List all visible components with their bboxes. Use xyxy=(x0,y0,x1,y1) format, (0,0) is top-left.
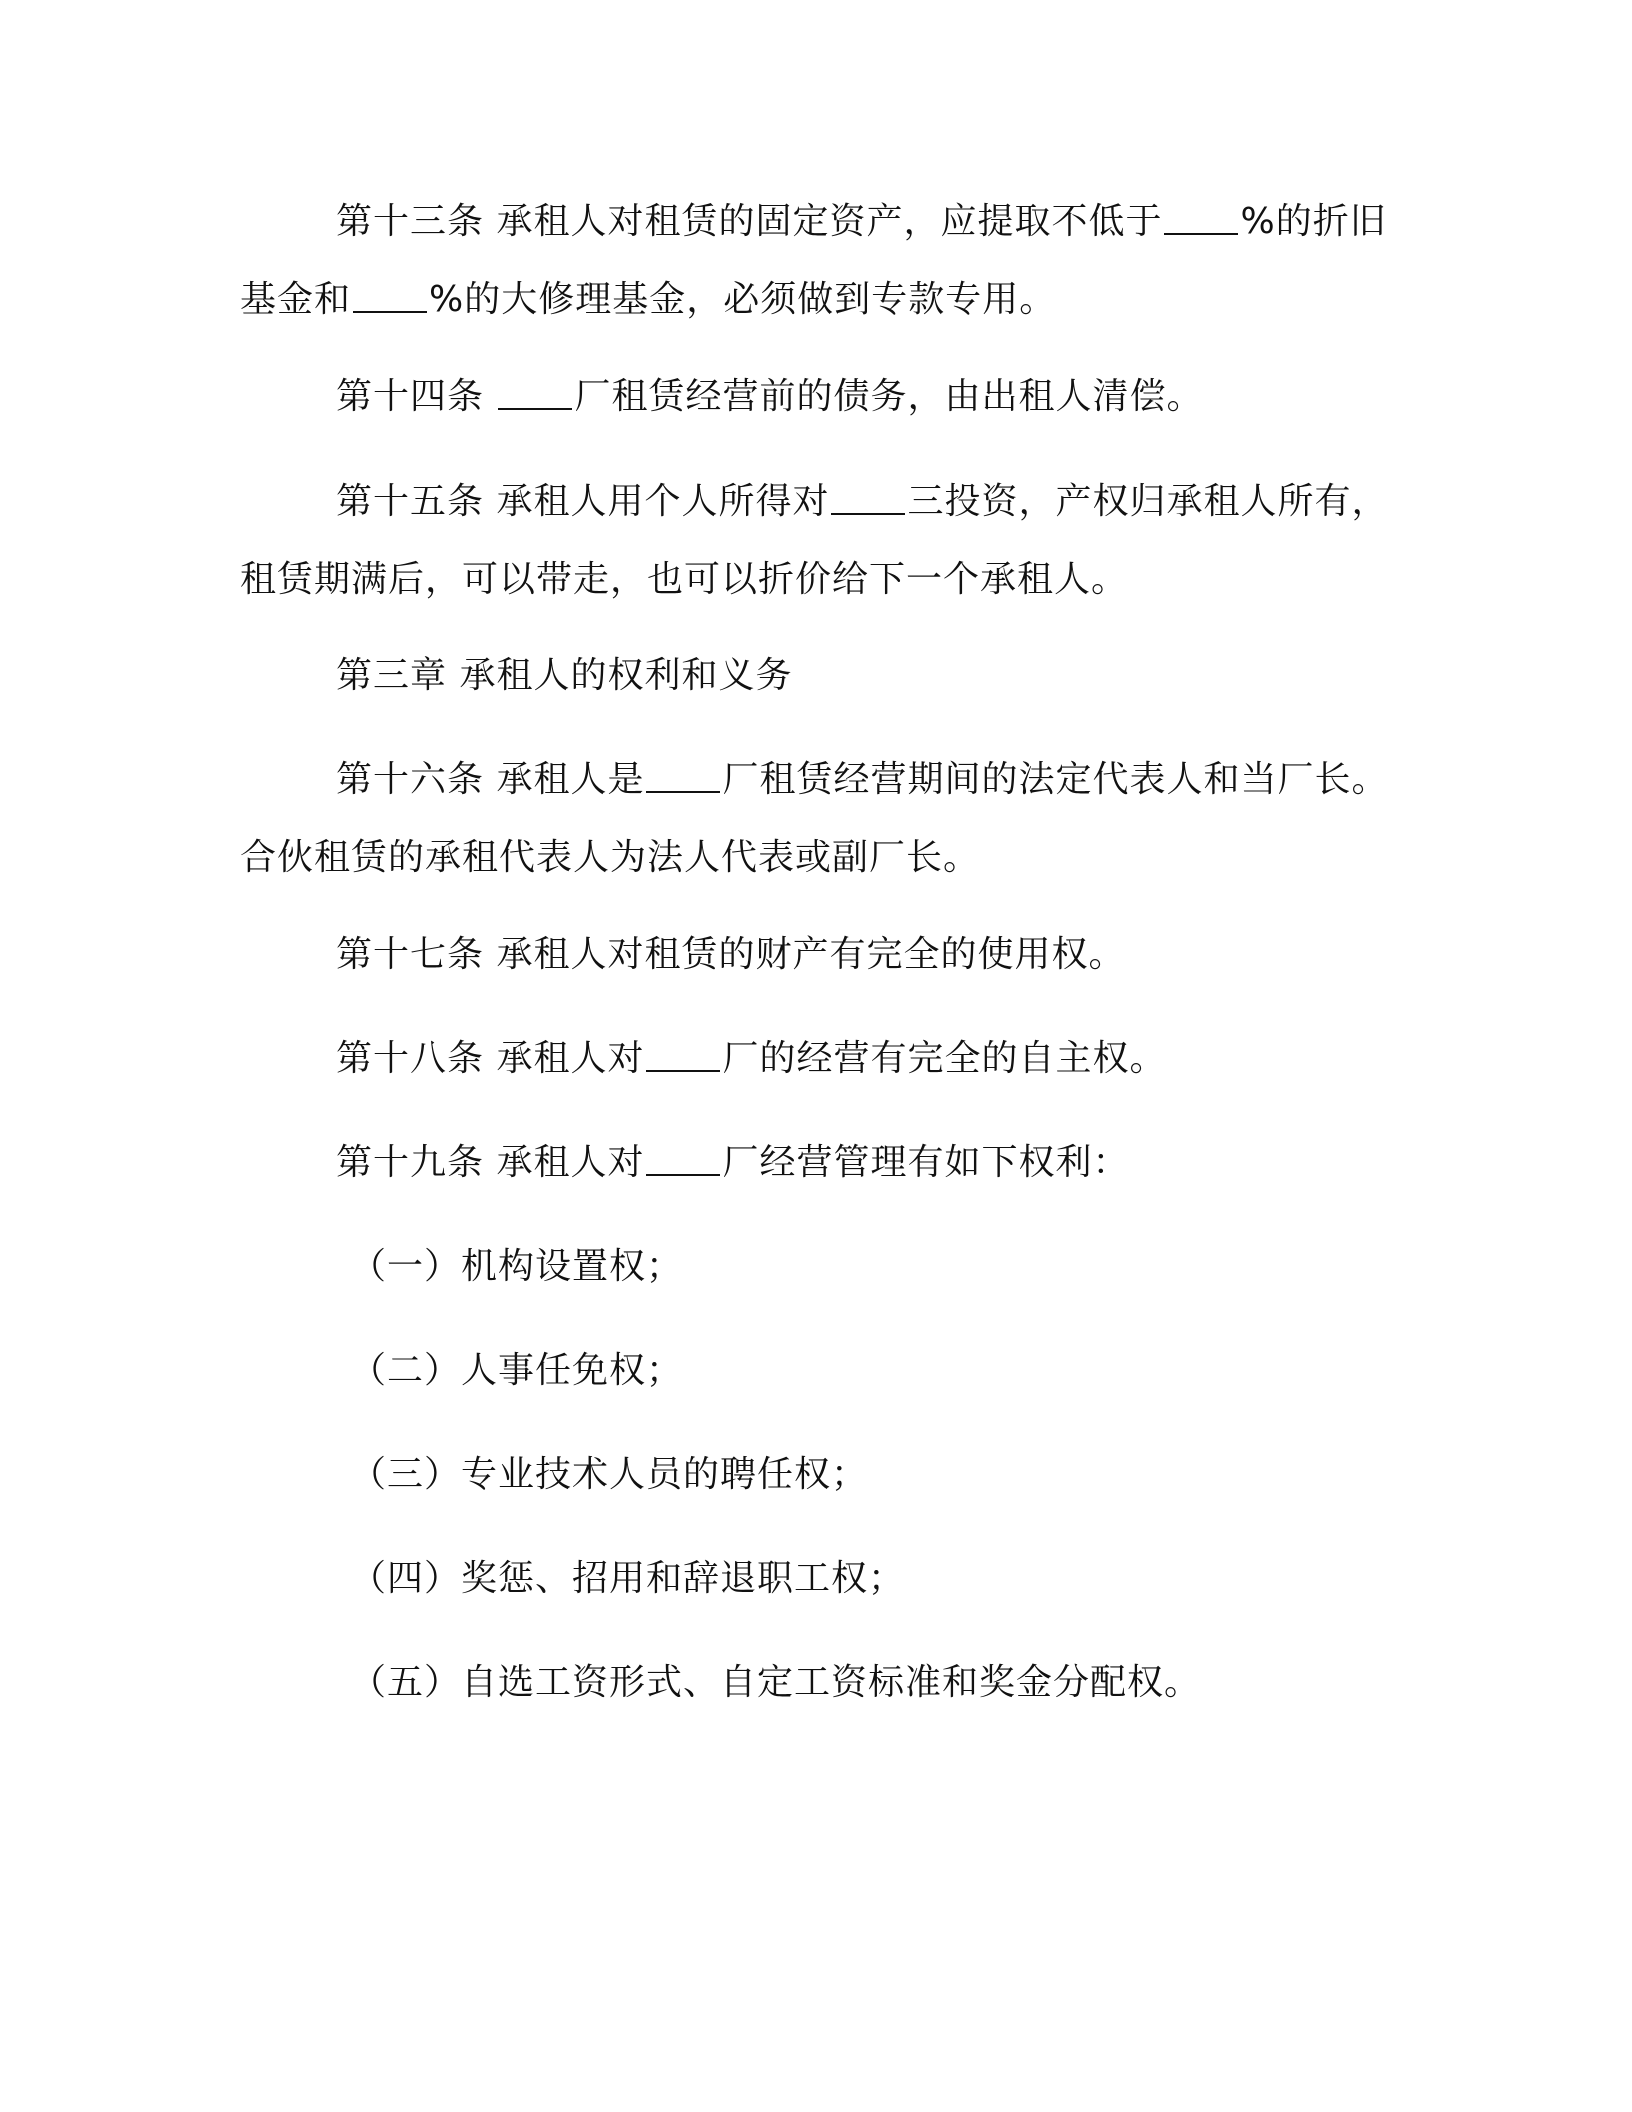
article-16 xyxy=(240,741,1400,897)
article-18-text-1: 承租人对 xyxy=(496,1038,645,1079)
rights-item-4: （四）奖惩、招用和辞退职工权； xyxy=(350,1558,906,1599)
article-13-line-1 xyxy=(240,183,1400,261)
article-16-line-1 xyxy=(240,741,1400,819)
article-17-text: 承租人对租赁的财产有完全的使用权。 xyxy=(496,934,1126,975)
article-13 xyxy=(240,183,1400,339)
article-19-text-1: 承租人对 xyxy=(496,1142,645,1183)
article-17 xyxy=(240,916,1400,994)
rights-item-5: （五）自选工资形式、自定工资标准和奖金分配权。 xyxy=(350,1662,1202,1703)
article-19-label: 第十九条 xyxy=(336,1142,485,1183)
fill-blank xyxy=(646,755,720,793)
article-15-line-1 xyxy=(240,463,1400,541)
article-13-text-1: 承租人对租赁的固定资产，应提取不低于 xyxy=(496,201,1163,242)
fill-blank xyxy=(646,1138,720,1176)
article-16-line-2: 合伙租赁的承租代表人为法人代表或副厂长。 xyxy=(240,837,981,878)
rights-item-3: （三）专业技术人员的聘任权； xyxy=(350,1454,869,1495)
article-13-text-3: 基金和 xyxy=(240,279,352,320)
article-13-line-2 xyxy=(240,261,1400,339)
article-14 xyxy=(240,358,1400,436)
chapter-3-heading xyxy=(240,637,1400,715)
article-17-label: 第十七条 xyxy=(336,934,485,975)
article-13-label: 第十三条 xyxy=(336,201,485,242)
article-13-text-2: %的折旧 xyxy=(1240,201,1387,242)
article-15-text-1: 承租人用个人所得对 xyxy=(496,481,830,522)
article-15-text-2: 三投资，产权归承租人所有， xyxy=(907,481,1389,522)
article-16-label: 第十六条 xyxy=(336,759,485,800)
chapter-3-title: 承租人的权利和义务 xyxy=(459,655,793,696)
fill-blank xyxy=(646,1034,720,1072)
rights-item-1: （一）机构设置权； xyxy=(350,1246,684,1287)
article-18 xyxy=(240,1020,1400,1098)
fill-blank xyxy=(1164,197,1238,235)
article-15-label: 第十五条 xyxy=(336,481,485,522)
rights-item-2: （二）人事任免权； xyxy=(350,1350,684,1391)
article-14-label: 第十四条 xyxy=(336,376,485,417)
article-16-text-1: 承租人是 xyxy=(496,759,645,800)
chapter-3-label: 第三章 xyxy=(336,655,448,696)
article-18-label: 第十八条 xyxy=(336,1038,485,1079)
article-16-text-2: 厂租赁经营期间的法定代表人和当厂长。 xyxy=(722,759,1389,800)
article-18-text-2: 厂的经营有完全的自主权。 xyxy=(722,1038,1167,1079)
article-15-line-2: 租赁期满后，可以带走，也可以折价给下一个承租人。 xyxy=(240,559,1129,600)
article-19 xyxy=(240,1124,1400,1202)
fill-blank xyxy=(831,477,905,515)
article-14-text: 厂租赁经营前的债务，由出租人清偿。 xyxy=(574,376,1204,417)
fill-blank xyxy=(498,372,572,410)
article-13-text-4: %的大修理基金，必须做到专款专用。 xyxy=(429,279,1057,320)
fill-blank xyxy=(353,275,427,313)
article-15 xyxy=(240,463,1400,619)
article-19-text-2: 厂经营管理有如下权利： xyxy=(722,1142,1130,1183)
